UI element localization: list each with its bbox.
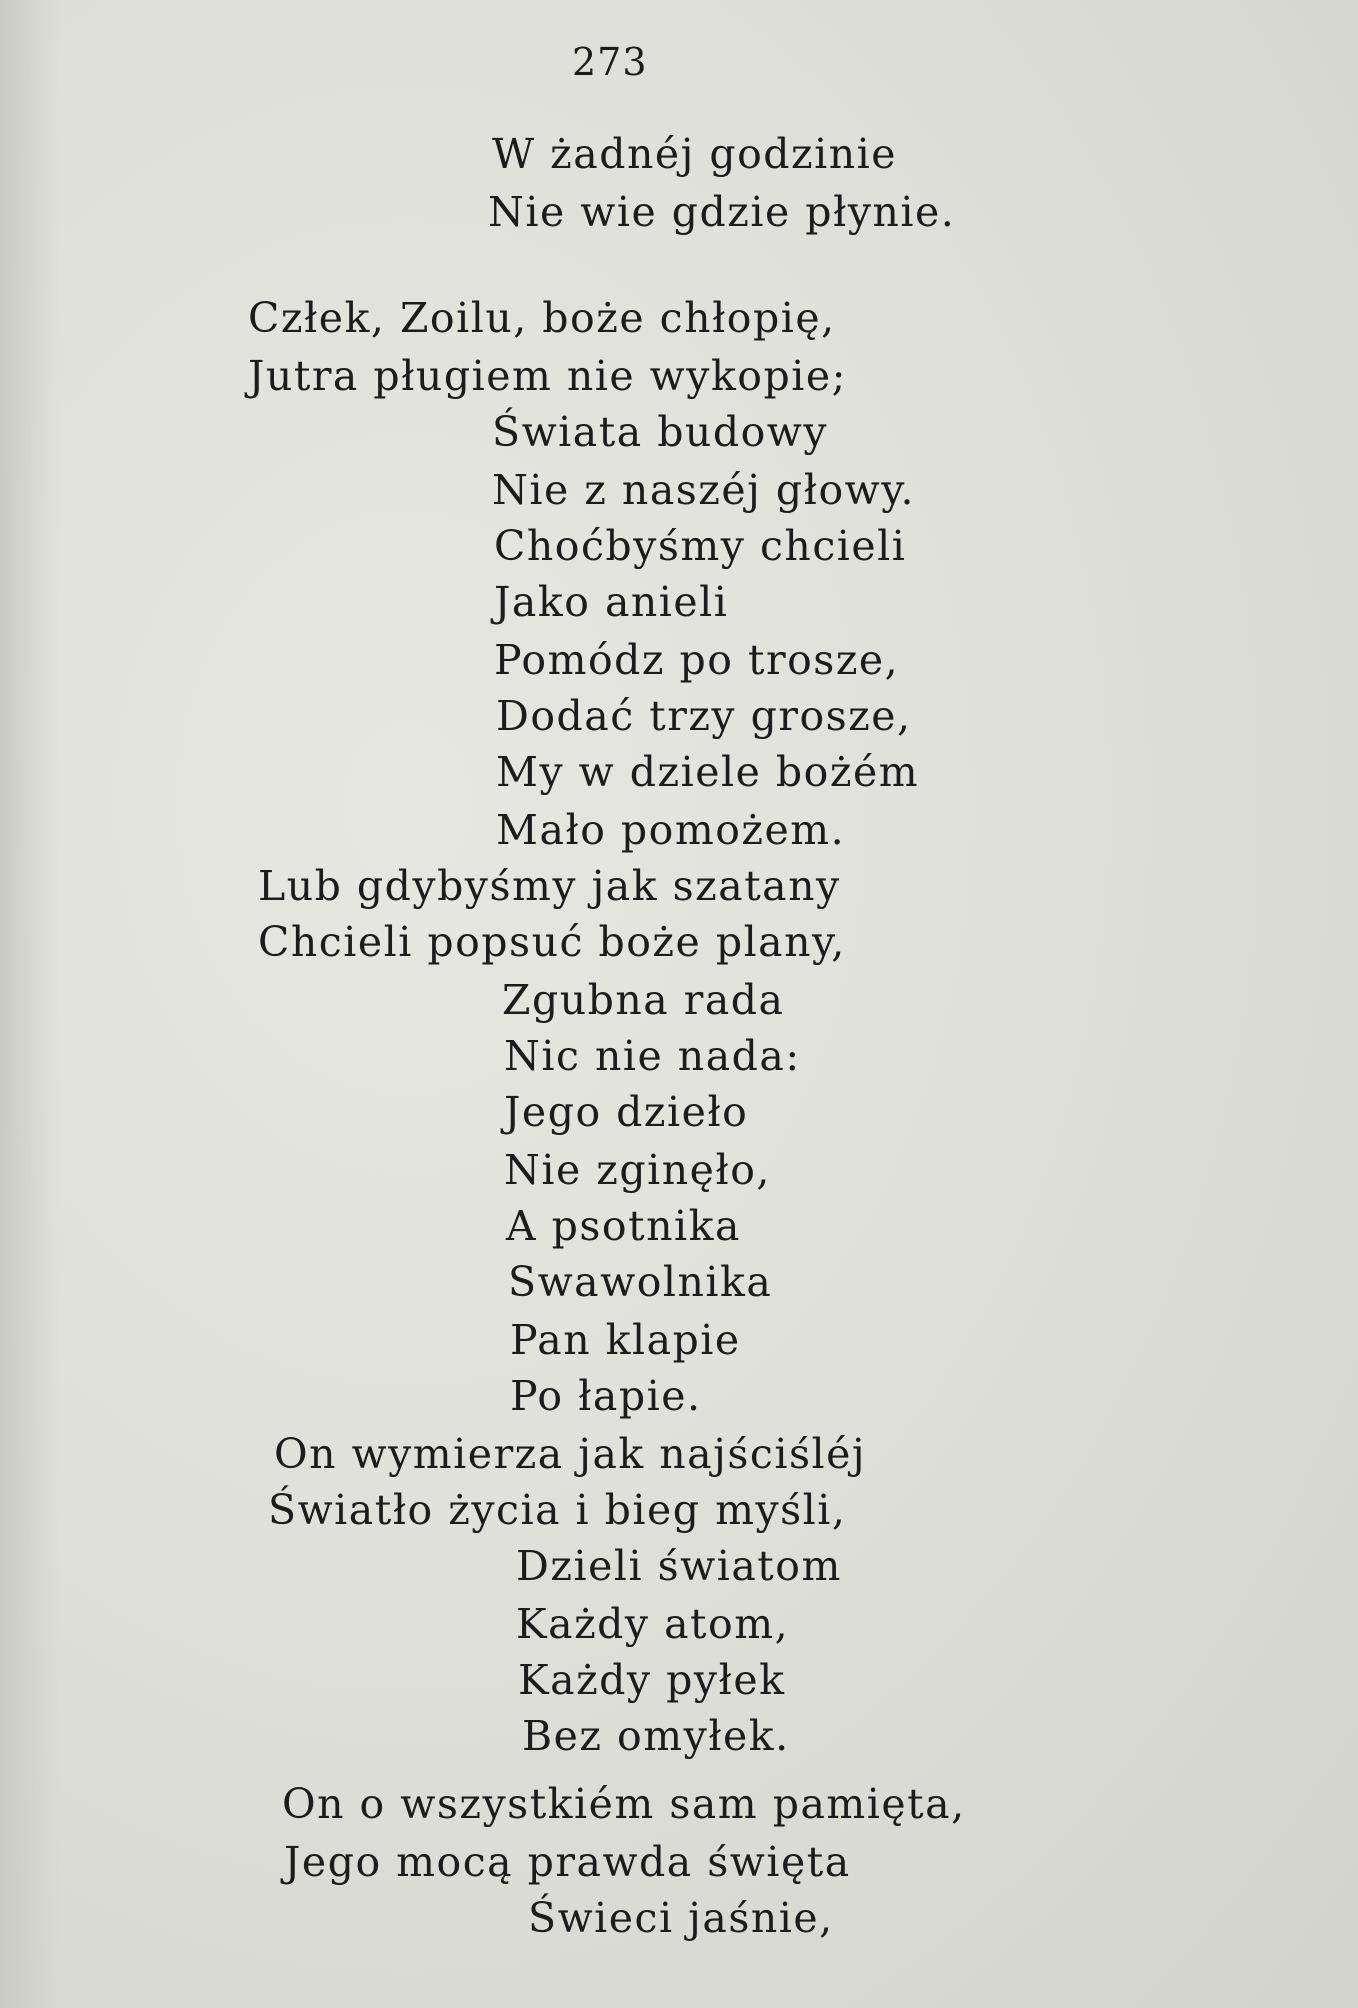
poem-line: Choćbyśmy chcieli [494,522,907,570]
poem-line: Dodać trzy grosze, [496,692,912,740]
poem-line: Świata budowy [492,408,829,456]
poem-line: Pomódz po trosze, [494,636,900,684]
poem-line: A psotnika [506,1202,741,1250]
poem-line: Mało pomożem. [496,806,846,854]
poem-line: Chcieli popsuć boże plany, [258,918,846,966]
poem-line: Lub gdybyśmy jak szatany [258,862,841,910]
poem-line: Nic nie nada: [504,1032,801,1080]
poem-line: Nie wie gdzie płynie. [488,188,956,236]
poem-line: Jako anieli [494,578,729,626]
poem-line: My w dziele bożém [496,748,920,796]
poem-line: On o wszystkiém sam pamięta, [282,1780,966,1828]
poem-line: Światło życia i bieg myśli, [268,1486,847,1534]
poem-line: Dzieli światom [516,1542,842,1590]
poem-line: Każdy pyłek [518,1656,786,1704]
poem-line: Po łapie. [510,1372,702,1420]
poem-line: Jutra pługiem nie wykopie; [248,352,847,400]
poem-line: Bez omyłek. [522,1712,790,1760]
poem-line: Świeci jaśnie, [528,1894,834,1942]
poem-line: Nie zginęło, [504,1146,771,1194]
poem-line: Każdy atom, [516,1600,790,1648]
poem-line: W żadnéj godzinie [492,130,898,178]
poem-line: Zgubna rada [502,976,785,1024]
poem-line: Jego dzieło [504,1088,749,1136]
poem-line: Nie z naszéj głowy. [492,466,915,514]
page-number: 273 [572,40,648,84]
poem-line: Swawolnika [508,1258,773,1306]
poem-line: Pan klapie [510,1316,741,1364]
poem-line: Człek, Zoilu, boże chłopię, [248,294,836,342]
poem-line: Jego mocą prawda święta [284,1838,851,1886]
poem-line: On wymierza jak najściśléj [274,1430,867,1478]
